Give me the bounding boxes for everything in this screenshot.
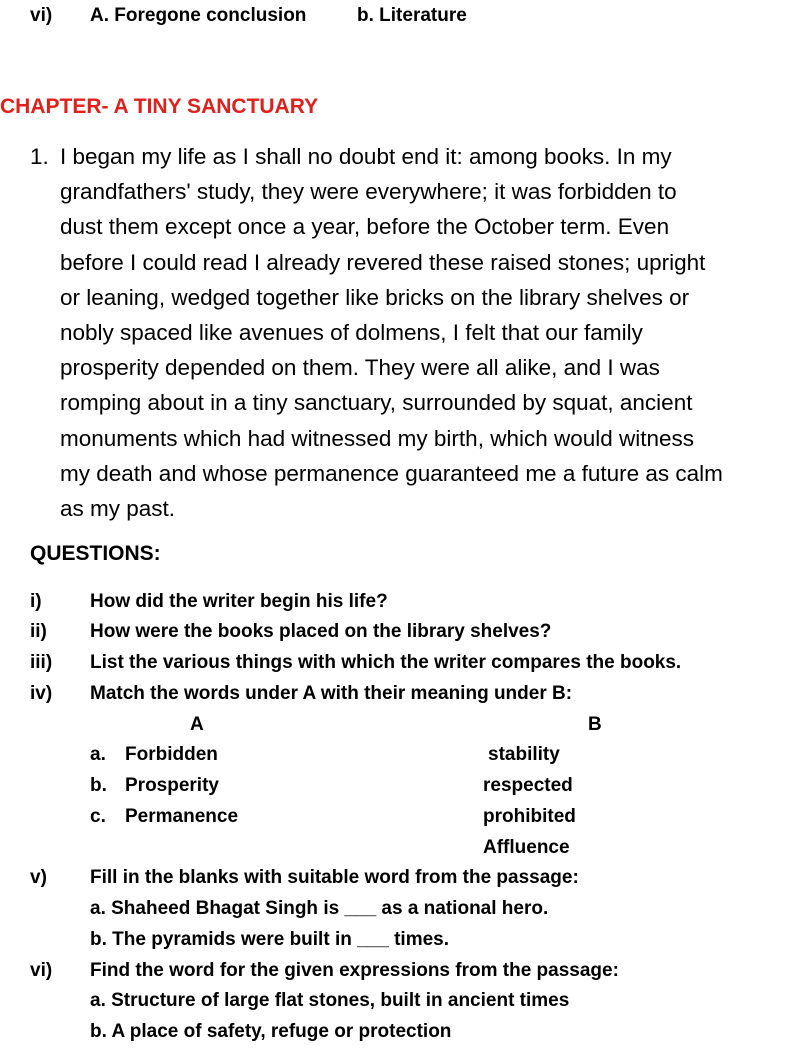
question-text: How were the books placed on the library shelves?: [90, 621, 552, 642]
sub-question: b. A place of safety, refuge or protection: [90, 1021, 452, 1042]
previous-item-option-a: A. Foregone conclusion: [90, 5, 307, 26]
match-a-label: c.: [90, 806, 106, 827]
match-a-label: a.: [90, 744, 106, 765]
question-number: iv): [30, 683, 53, 704]
match-b-word: prohibited: [483, 806, 576, 827]
question-text: Match the words under A with their meaning under B:: [90, 683, 573, 704]
match-a-word: Permanence: [125, 806, 239, 827]
sub-question: a. Shaheed Bhagat Singh is ___ as a national hero.: [90, 898, 549, 919]
passage-number: 1.: [30, 144, 49, 169]
match-b-word: Affluence: [483, 837, 570, 858]
previous-item-number: vi): [30, 5, 53, 26]
questions-heading: QUESTIONS:: [30, 542, 161, 565]
question-text: Find the word for the given expressions from the passage:: [90, 960, 619, 981]
question-number: vi): [30, 960, 53, 981]
passage-line: my death and whose permanence guaranteed me a future as calm: [60, 460, 723, 486]
question-text: How did the writer begin his life?: [90, 591, 388, 612]
previous-item-option-b: b. Literature: [357, 5, 467, 26]
passage-line: romping about in a tiny sanctuary, surrounded by squat, ancient: [60, 390, 693, 416]
column-b-header: B: [588, 714, 602, 735]
question-number: ii): [30, 621, 47, 642]
question-number: v): [30, 867, 47, 888]
question-text: Fill in the blanks with suitable word from the passage:: [90, 867, 579, 888]
passage-line: before I could read I already revered these raised stones; upright: [60, 249, 706, 275]
match-b-word: stability: [488, 744, 560, 765]
match-a-label: b.: [90, 775, 107, 796]
passage: [60, 139, 785, 526]
question-number: i): [30, 591, 42, 612]
match-a-word: Prosperity: [125, 775, 219, 796]
passage-line: as my past.: [60, 496, 176, 522]
passage-line: grandfathers' study, they were everywhere; it was forbidden to: [60, 179, 677, 205]
passage-line: dust them except once a year, before the October term. Even: [60, 214, 670, 240]
question-text: List the various things with which the writer compares the books.: [90, 652, 682, 673]
passage-line: nobly spaced like avenues of dolmens, I felt that our family: [60, 320, 643, 346]
passage-line: I began my life as I shall no doubt end it: among books. In my: [60, 144, 672, 169]
passage-line: or leaning, wedged together like bricks on the library shelves or: [60, 284, 690, 310]
passage-line: monuments which had witnessed my birth, which would witness: [60, 425, 695, 451]
column-a-header: A: [190, 714, 204, 735]
sub-question: a. Structure of large flat stones, built in ancient times: [90, 990, 570, 1011]
chapter-title: CHAPTER- A TINY SANCTUARY: [0, 95, 319, 118]
passage-line: prosperity depended on them. They were all alike, and I was: [60, 355, 660, 381]
match-b-word: respected: [483, 775, 573, 796]
match-a-word: Forbidden: [125, 744, 218, 765]
question-number: iii): [30, 652, 53, 673]
sub-question: b. The pyramids were built in ___ times.: [90, 929, 449, 950]
